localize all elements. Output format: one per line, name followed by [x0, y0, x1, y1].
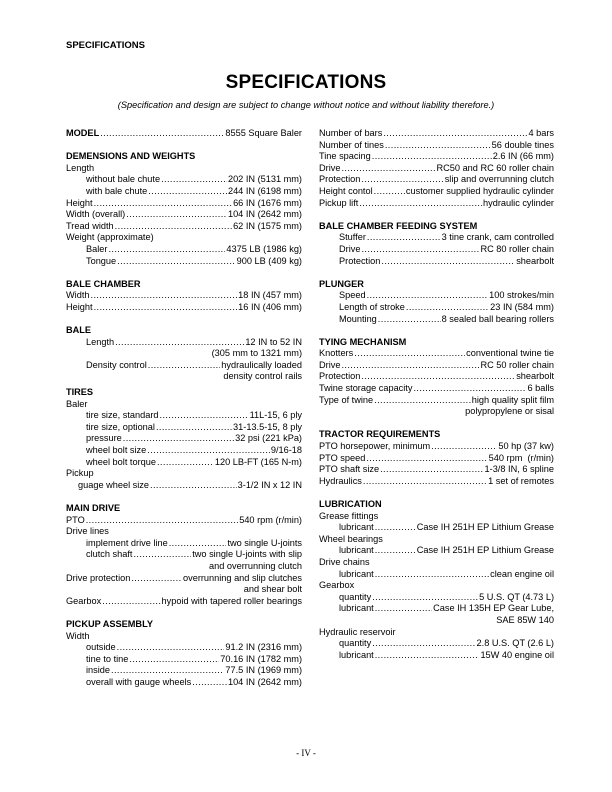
spec-row: guage wheel size ..... 3-1/2 IN x 12 IN [66, 480, 302, 492]
spec-row: Length of stroke ..... 23 IN (584 mm) [319, 302, 554, 314]
running-head: SPECIFICATIONS [66, 40, 145, 51]
spec-continuation: and overrunning clutch [209, 560, 302, 571]
spec-row: clutch shaft ..... two single U-joints with slip [66, 549, 302, 561]
spec-group-label: Width [66, 630, 90, 641]
spec-row: PTO ..... 540 rpm (r/min) [66, 515, 302, 527]
section-heading: BALE CHAMBER [66, 278, 141, 289]
spec-group-label: Weight (approximate) [66, 232, 154, 243]
spec-group-label: Grease fittings [319, 510, 379, 521]
spec-row: inside ..... 77.5 IN (1969 mm) [66, 665, 302, 677]
section-heading: PLUNGER [319, 278, 364, 289]
spec-row: tire size, optional ..... 31-13.5-15, 8 ply [66, 422, 302, 434]
spec-row: Hydraulics ..... 1 set of remotes [319, 476, 554, 488]
section-heading: BALE [66, 325, 92, 336]
spec-group-label: Drive chains [319, 556, 370, 567]
left-column [66, 128, 302, 689]
spec-group-label: Baler [66, 398, 88, 409]
spec-row: Tread width ..... 62 IN (1575 mm) [66, 221, 302, 233]
spec-row: Protection ..... shearbolt [319, 371, 554, 383]
spec-row: wheel bolt torque ..... 120 LB-FT (165 N-m) [66, 457, 302, 469]
section-heading: PICKUP ASSEMBLY [66, 618, 153, 629]
section-heading: TIRES [66, 387, 94, 398]
spec-row: Protection ..... slip and overrunning clutch [319, 174, 554, 186]
section-heading: DEMENSIONS AND WEIGHTS [66, 151, 196, 162]
spec-row: lubricant ..... Case IH 135H EP Gear Lube, [319, 603, 554, 615]
spec-row: lubricant ..... Case IH 251H EP Lithium Grease [319, 522, 554, 534]
page-title: SPECIFICATIONS [225, 72, 387, 93]
section-heading: TRACTOR REQUIREMENTS [319, 429, 441, 440]
spec-row: Drive ..... RC 80 roller chain [319, 244, 554, 256]
spec-row: Number of bars ..... 4 bars [319, 128, 554, 140]
spec-continuation: and shear bolt [243, 584, 302, 595]
spec-group-label: Length [66, 162, 95, 173]
spec-row: Height ..... 66 IN (1676 mm) [66, 198, 302, 210]
spec-continuation: SAE 85W 140 [496, 614, 554, 625]
spec-row: Stuffer ..... 3 tine crank, cam controlled [319, 232, 554, 244]
spec-row: Drive protection ..... overrunning and slip clutches [66, 573, 302, 585]
spec-group-label: Wheel bearings [319, 533, 383, 544]
spec-row: lubricant ..... 15W 40 engine oil [319, 650, 554, 662]
spec-group-label: Gearbox [319, 580, 355, 591]
spec-row: outside ..... 91.2 IN (2316 mm) [66, 642, 302, 654]
section-heading: BALE CHAMBER FEEDING SYSTEM [319, 220, 478, 231]
spec-continuation: polypropylene or sisal [465, 406, 554, 417]
spec-row: overall with gauge wheels ..... 104 IN (2642 mm) [66, 677, 302, 689]
spec-row: pressure ..... 32 psi (221 kPa) [66, 433, 302, 445]
spec-row: Pickup lift ..... hydraulic cylinder [319, 198, 554, 210]
spec-row: Protection ..... shearbolt [319, 256, 554, 268]
spec-row: lubricant ..... Case IH 251H EP Lithium Grease [319, 545, 554, 557]
spec-row: Knotters ..... conventional twine tie [319, 348, 554, 360]
spec-row: tire size, standard ..... 11L-15, 6 ply [66, 410, 302, 422]
spec-row: Width ..... 18 IN (457 mm) [66, 290, 302, 302]
spec-continuation: (305 mm to 1321 mm) [211, 348, 302, 359]
page-number: - IV - [296, 748, 316, 758]
spec-row: Baler ..... 4375 LB (1986 kg) [66, 244, 302, 256]
spec-row: PTO shaft size ..... 1-3/8 IN, 6 spline [319, 464, 554, 476]
section-heading: TYING MECHANISM [319, 336, 407, 347]
page-subtitle: (Specification and design are subject to change without notice and without liability therefore.) [117, 100, 495, 110]
spec-row: Height contol ..... customer supplied hydraulic cylinder [319, 186, 554, 198]
spec-row: Tine spacing ..... 2.6 IN (66 mm) [319, 151, 554, 163]
spec-row: Speed ..... 100 strokes/min [319, 290, 554, 302]
spec-row: quantity ..... 2.8 U.S. QT (2.6 L) [319, 638, 554, 650]
spec-row: Drive ..... RC 50 roller chain [319, 360, 554, 372]
spec-row: Gearbox ..... hypoid with tapered roller bearings [66, 596, 302, 608]
spec-group-label: Drive lines [66, 526, 109, 537]
spec-row: Mounting ..... 8 sealed ball bearing rollers [319, 314, 554, 326]
spec-row: wheel bolt size ..... 9/16-18 [66, 445, 302, 457]
spec-row: Twine storage capacity ..... 6 balls [319, 383, 554, 395]
spec-group-label: Pickup [66, 468, 94, 479]
spec-row: PTO horsepower, minimum ..... 50 hp (37 kw) [319, 441, 554, 453]
right-column [319, 128, 554, 661]
spec-row: PTO speed ..... 540 rpm (r/min) [319, 453, 554, 465]
spec-row: Height ..... 16 IN (406 mm) [66, 302, 302, 314]
spec-row: implement drive line ..... two single U-joints [66, 538, 302, 550]
spec-row: tine to tine ..... 70.16 IN (1782 mm) [66, 654, 302, 666]
spec-model: MODEL ..... 8555 Square Baler [66, 128, 302, 140]
section-heading: LUBRICATION [319, 499, 382, 509]
section-heading: MAIN DRIVE [66, 503, 121, 513]
spec-row: Tongue ..... 900 LB (409 kg) [66, 256, 302, 268]
spec-row: Length ..... 12 IN to 52 IN [66, 337, 302, 349]
spec-continuation: density control rails [223, 371, 302, 382]
spec-row: Density control ..... hydraulically loaded [66, 360, 302, 372]
spec-row: quantity ..... 5 U.S. QT (4.73 L) [319, 592, 554, 604]
spec-row: Type of twine ..... high quality split film [319, 395, 554, 407]
spec-row: without bale chute ..... 202 IN (5131 mm) [66, 174, 302, 186]
spec-row: Width (overall) ..... 104 IN (2642 mm) [66, 209, 302, 221]
spec-row: lubricant ..... clean engine oil [319, 569, 554, 581]
spec-row: Drive ..... RC50 and RC 60 roller chain [319, 163, 554, 175]
spec-group-label: Hydraulic reservoir [319, 626, 396, 637]
spec-row: with bale chute ..... 244 IN (6198 mm) [66, 186, 302, 198]
spec-row: Number of tines ..... 56 double tines [319, 140, 554, 152]
